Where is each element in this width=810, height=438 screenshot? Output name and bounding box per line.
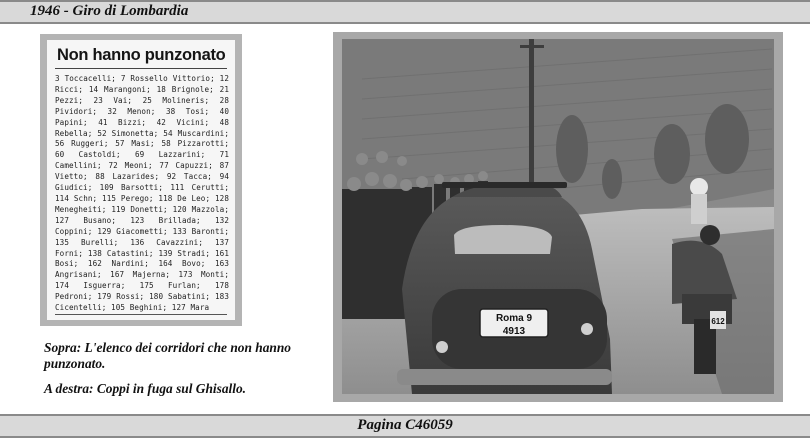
car-plate-bottom: 4913 [502, 326, 526, 337]
caption-clipping: Sopra: L'elenco dei corridori che non hanno punzonato. [44, 340, 292, 371]
car-plate-top: Roma 9 [495, 313, 533, 324]
photo-frame [333, 32, 783, 402]
caption-photo: A destra: Coppi in fuga sul Ghisallo. [44, 381, 247, 396]
header-bar [0, 0, 810, 24]
newspaper-clipping [47, 40, 235, 320]
clipping-divider [55, 68, 227, 69]
clipping-rider-list: 3 Toccacelli; 7 Rossello Vittorio; 12 Ricci; 14 Marangoni; 18 Brignole; 21 Pezzi; 23 Vai; 25 Molineris; 28 Pividori; 32 Menon; 38 Tosi; 40 Papini; 41 Bizzi; 42 Vicini; 48 Rebella; 52 Simonetta; 54 Muscardini; 56 Ruggeri; 57 Masi; 58 Pizzarotti; 60 Castoldi; 69 Lazzarini; 71 Camellini; 72 Meoni; 77 Capuzzi; 87 Vietto; 88 Lazarides; 92 Tacca; 94 Giudici; 109 Barsotti; 111 Cerutti; 114 Schn; 115 Perego; 118 De Leo; 128 Menegheiti; 119 Donetti; 120 Mazzola; 127 Busano; 123 Brillada; 132 Coppini; 129 Giacometti; 133 Baronti; 135 Burelli; 136 Cavazzini; 137 Forni; 138 Catastini; 139 Stradi; 161 Bosi; 162 Nardini; 164 Bovo; 163 Angrisani; 167 Majerna; 173 Monti; 174 Isguerra; 175 Furlan; 178 Pedroni; 179 Rossi; 180 Sabatini; 183 Cicentelli; 105 Beghini; 127 Mara [55, 74, 229, 313]
footer-bar [0, 414, 810, 438]
newspaper-clipping-frame [40, 34, 242, 326]
page-number: Pagina C46059 [357, 417, 453, 433]
clipping-divider [55, 314, 227, 315]
page-title: 1946 - Giro di Lombardia [30, 3, 189, 19]
clipping-heading: Non hanno punzonato [57, 46, 226, 64]
race-photo [342, 39, 774, 394]
moto-plate: 612 [711, 317, 725, 326]
